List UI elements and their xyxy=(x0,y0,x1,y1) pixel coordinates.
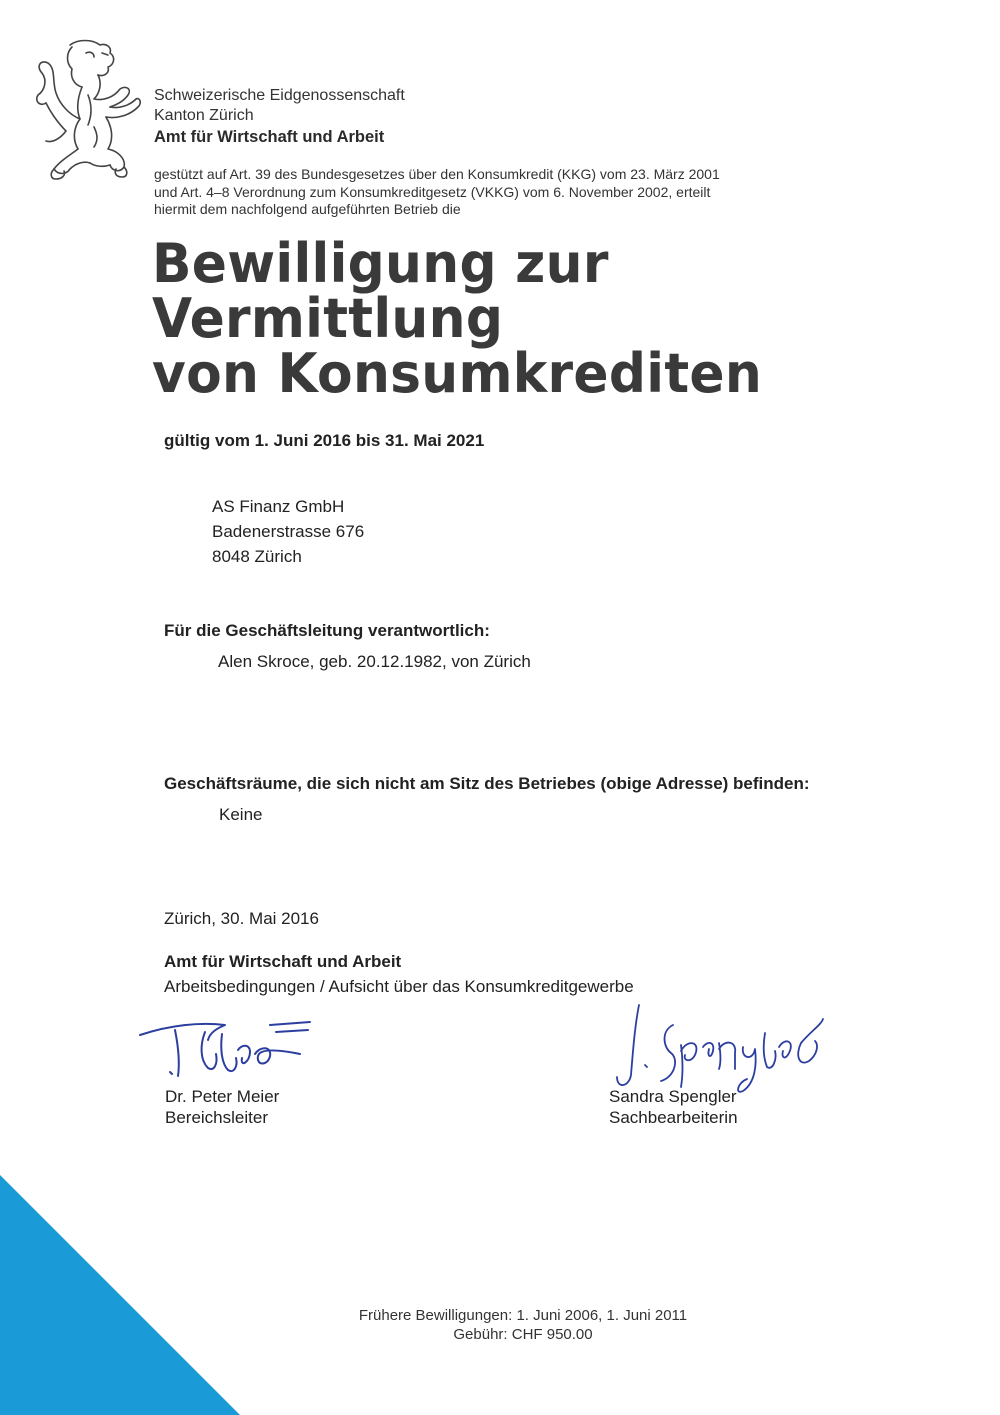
document-title xyxy=(152,232,763,405)
header-office: Amt für Wirtschaft und Arbeit xyxy=(154,128,385,146)
signer-1 xyxy=(165,1086,279,1128)
corner-triangle xyxy=(0,1175,240,1415)
issuing-department: Arbeitsbedingungen / Aufsicht über das Konsumkreditgewerbe xyxy=(164,977,634,996)
company-street: Badenerstrasse 676 xyxy=(212,522,365,541)
company-address xyxy=(212,494,364,569)
signer-2 xyxy=(609,1086,738,1128)
blue-corner-decoration xyxy=(0,1175,240,1415)
company-city: 8048 Zürich xyxy=(212,547,302,566)
company-name: AS Finanz GmbH xyxy=(212,497,345,516)
responsible-person: Alen Skroce, geb. 20.12.1982, von Zürich xyxy=(218,652,531,671)
zurich-lion-crest-icon xyxy=(30,35,148,185)
premises-label: Geschäftsräume, die sich nicht am Sitz des Betriebes (obige Adresse) befinden: xyxy=(164,774,810,793)
intro-line: hiermit dem nachfolgend aufgeführten Betrieb die xyxy=(154,201,461,217)
signer-role: Sachbearbeiterin xyxy=(609,1108,738,1127)
previous-permits: Frühere Bewilligungen: 1. Juni 2006, 1. Juni 2011 xyxy=(358,1307,688,1324)
signature-peter-meier xyxy=(130,1010,330,1090)
intro-line: gestützt auf Art. 39 des Bundesgesetzes über den Konsumkredit (KKG) vom 23. März 2001 xyxy=(154,166,720,182)
header-canton: Kanton Zürich xyxy=(154,107,254,124)
title-line: Vermittlung xyxy=(152,287,504,350)
responsible-label: Für die Geschäftsleitung verantwortlich: xyxy=(164,621,490,640)
signer-role: Bereichsleiter xyxy=(165,1108,268,1127)
footer-notes xyxy=(300,1306,746,1344)
title-line: von Konsumkrediten xyxy=(152,342,763,405)
intro-line: und Art. 4–8 Verordnung zum Konsumkreditgesetz (VKKG) vom 6. November 2002, erteilt xyxy=(154,183,711,200)
signer-name: Dr. Peter Meier xyxy=(165,1087,280,1106)
premises-value: Keine xyxy=(219,805,263,824)
signer-name: Sandra Spengler xyxy=(609,1087,737,1106)
fee: Gebühr: CHF 950.00 xyxy=(453,1326,593,1343)
issue-date: Zürich, 30. Mai 2016 xyxy=(164,909,319,928)
title-line: Bewilligung zur xyxy=(152,232,609,295)
header-federation: Schweizerische Eidgenossenschaft xyxy=(154,87,405,104)
validity-period: gültig vom 1. Juni 2016 bis 31. Mai 2021 xyxy=(164,431,485,450)
issuing-office: Amt für Wirtschaft und Arbeit xyxy=(164,952,402,971)
legal-basis-paragraph xyxy=(154,166,834,219)
